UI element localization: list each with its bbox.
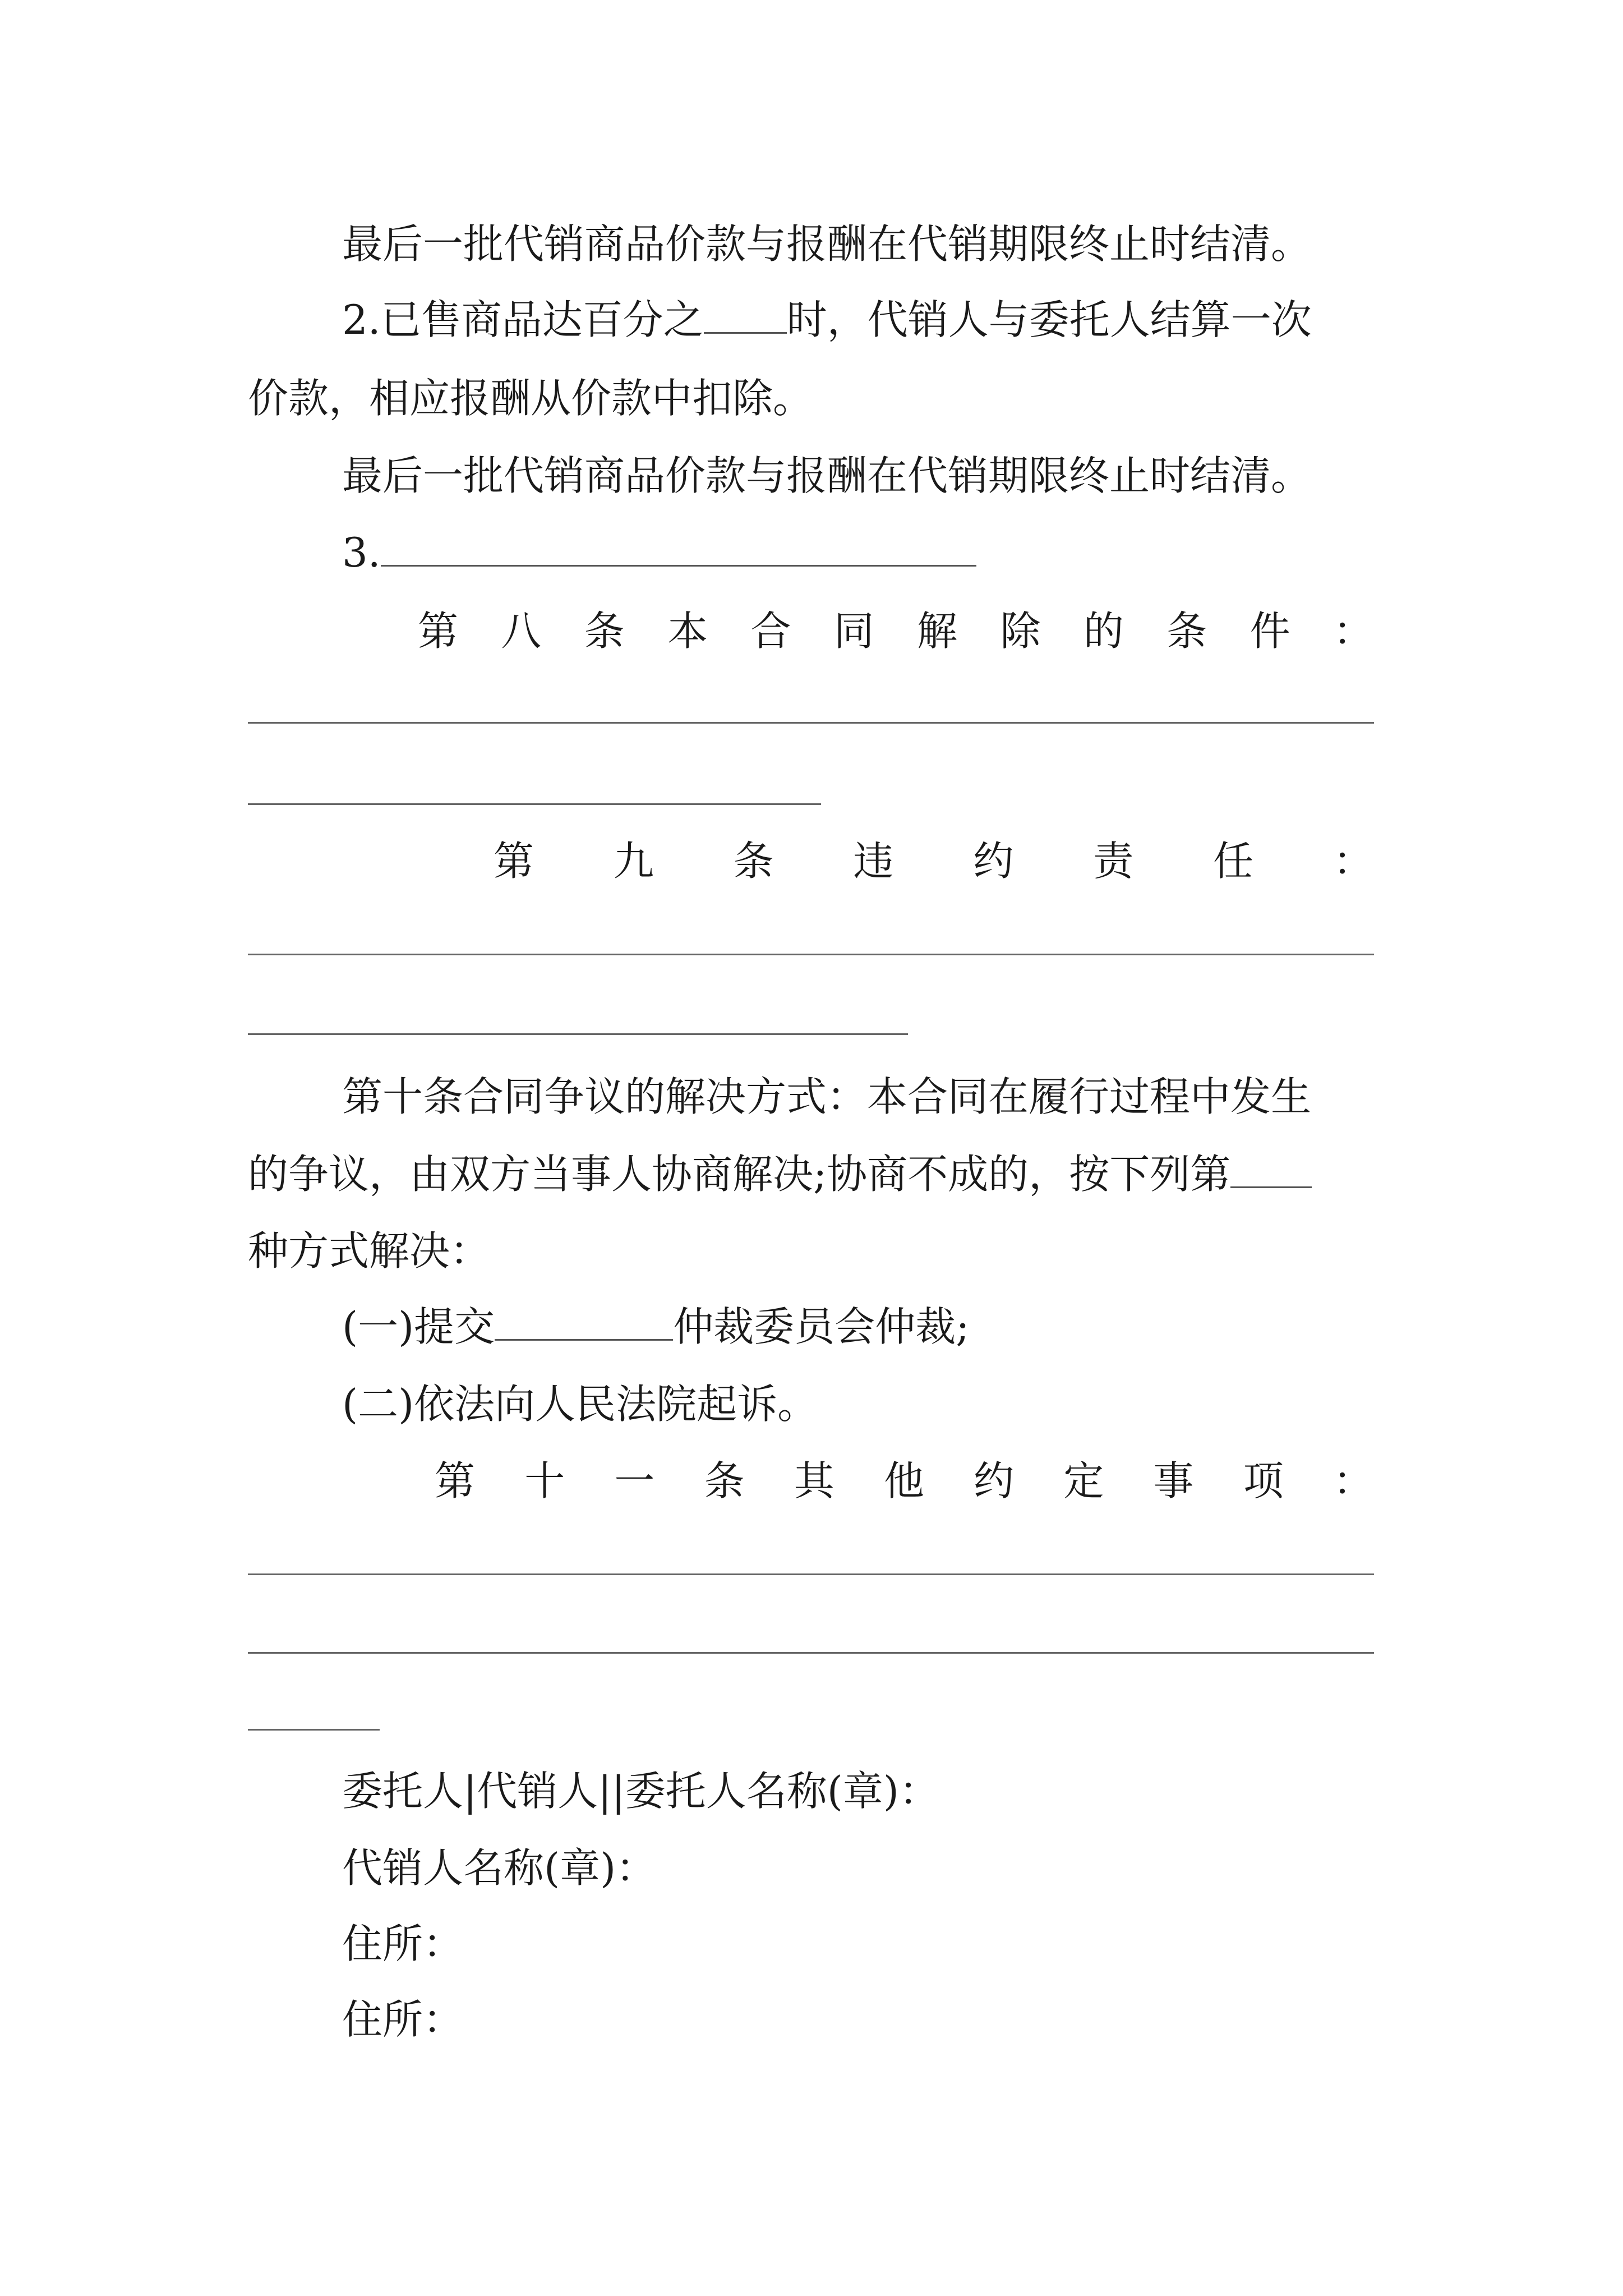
article-9-char: 约 (973, 838, 1014, 885)
article-8-char: 除 (1000, 608, 1041, 655)
option-2-litigation: (二)依法向人民法院起诉。 (342, 1381, 818, 1428)
item-3-blank-field[interactable] (381, 530, 976, 567)
article-8-char: 合 (750, 608, 791, 655)
article-8-char: 第 (418, 608, 459, 655)
article-9-char: ： (1332, 838, 1373, 885)
article-11-char: 其 (794, 1457, 834, 1504)
article-10-text-line3: 种方式解决： (248, 1227, 491, 1274)
article-8-char: 本 (667, 608, 708, 655)
paragraph-final-settlement-2: 最后一批代销商品价款与报酬在代销期限终止时结清。 (342, 452, 1312, 499)
article-11-blank-line-2[interactable] (248, 1652, 1374, 1654)
signature-agent-name: 代销人名称(章)： (342, 1844, 657, 1892)
paragraph-final-settlement-1: 最后一批代销商品价款与报酬在代销期限终止时结清。 (342, 220, 1312, 268)
signature-address-1: 住所： (342, 1920, 464, 1967)
article-8-char: 八 (501, 608, 542, 655)
percent-clause-text: 2.已售商品达百分之 (342, 296, 704, 343)
article-9-heading (494, 836, 1373, 886)
article-8-char: 同 (833, 608, 874, 655)
signature-party-names: 委托人|代销人||委托人名称(章)： (342, 1768, 939, 1815)
article-8-char: 件 (1249, 608, 1290, 655)
arbitration-committee-blank-field[interactable] (495, 1304, 673, 1341)
article-8-char: 的 (1083, 608, 1124, 655)
article-11-blank-line-1[interactable] (248, 1573, 1374, 1575)
article-11-char: 项 (1243, 1457, 1284, 1504)
article-8-char: 条 (584, 608, 625, 655)
item-3-number: 3. (342, 529, 381, 576)
option-1-text-cont: 仲裁委员会仲裁; (673, 1303, 970, 1350)
article-9-char: 责 (1093, 838, 1134, 885)
article-11-char: 定 (1063, 1457, 1104, 1504)
option-1-text: (一)提交 (342, 1303, 495, 1350)
paragraph-item-3 (342, 527, 976, 578)
article-10-text: 第十条合同争议的解决方式：本合同在履行过程中发生 (342, 1073, 1312, 1120)
article-11-char: 一 (614, 1457, 655, 1504)
article-9-char: 第 (494, 838, 534, 885)
article-9-blank-line-2[interactable] (248, 1033, 908, 1035)
article-8-blank-line-1[interactable] (248, 722, 1374, 724)
article-8-char: 解 (917, 608, 958, 655)
paragraph-percent-settlement (342, 295, 1312, 345)
article-8-blank-line-2[interactable] (248, 803, 821, 805)
article-8-char: ： (1332, 608, 1373, 655)
article-11-char: ： (1332, 1457, 1373, 1504)
method-number-blank-field[interactable] (1230, 1152, 1312, 1188)
article-11-char: 约 (974, 1457, 1015, 1504)
article-10-text-cont (248, 1149, 1312, 1199)
article-9-char: 违 (853, 838, 894, 885)
article-9-char: 九 (613, 838, 654, 885)
article-11-heading (435, 1456, 1373, 1506)
article-11-blank-line-3[interactable] (248, 1729, 380, 1731)
option-1-arbitration (342, 1301, 969, 1352)
article-9-char: 条 (733, 838, 774, 885)
article-8-char: 条 (1166, 608, 1207, 655)
article-11-char: 他 (883, 1457, 924, 1504)
article-9-blank-line-1[interactable] (248, 954, 1374, 955)
paragraph-percent-settlement-cont: 价款，相应报酬从价款中扣除。 (248, 375, 814, 422)
article-9-char: 任 (1213, 838, 1254, 885)
article-8-heading (418, 606, 1373, 656)
article-11-char: 条 (704, 1457, 745, 1504)
article-10-text-line2: 的争议，由双方当事人协商解决;协商不成的，按下列第 (248, 1151, 1231, 1198)
article-11-char: 十 (524, 1457, 565, 1504)
article-11-char: 事 (1153, 1457, 1194, 1504)
percent-blank-field[interactable] (704, 297, 787, 334)
article-11-char: 第 (435, 1457, 476, 1504)
percent-clause-text-cont: 时，代销人与委托人结算一次 (786, 296, 1312, 343)
signature-address-2: 住所： (342, 1996, 464, 2043)
